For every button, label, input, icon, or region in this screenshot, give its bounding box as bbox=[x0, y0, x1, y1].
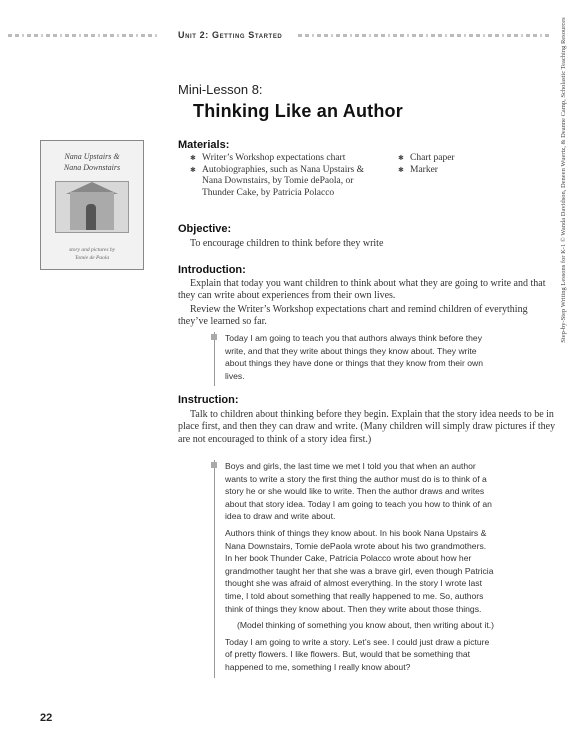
byline-line-1: story and pictures by bbox=[68, 247, 116, 253]
materials-item: ✱ Autobiographies, such as Nana Upstairs & Nana Downstairs, by Tomie dePaola, or Thunder Cake, by Patricia Polacco bbox=[190, 165, 370, 200]
instruction-teacher-script bbox=[214, 460, 495, 678]
materials-list-right bbox=[398, 153, 498, 176]
child-figure bbox=[86, 204, 96, 230]
introduction-paragraph-1: Explain that today you want children to think about what they are going to write and that they can write about experiences from their own lives. bbox=[178, 278, 546, 302]
lesson-title: Thinking Like an Author bbox=[193, 101, 403, 121]
instruction-paragraph-1: Talk to children about thinking before they begin. Explain that the story idea needs to be in place first, and then they can draw and write. (Many children will simply draw pictures if they are not encouraged to think of a story idea first.) bbox=[178, 409, 556, 445]
objective-text: To encourage children to think before they write bbox=[190, 238, 384, 249]
lesson-label: Mini-Lesson 8: bbox=[178, 82, 263, 97]
unit-title: Unit 2: Getting Started bbox=[178, 30, 283, 40]
book-title-line-1: Nana Upstairs & bbox=[64, 152, 120, 161]
instruction-heading: Instruction: bbox=[178, 394, 239, 406]
introduction-heading: Introduction: bbox=[178, 264, 246, 276]
quote-text: Today I am going to teach you that authors always think before they write, and that they write about things they know about. They write about things they have done or things that they know from their own lives. bbox=[225, 333, 483, 381]
materials-item: ✱ Marker bbox=[398, 165, 498, 177]
book-cover-byline bbox=[45, 246, 139, 262]
quote-paragraph-1: Boys and girls, the last time we met I told you that when an author wants to write a story the first thing the author must do is to think of a story he or she would like to write. Then the author draws and writes about that story idea. Today I am going to teach you how to think of an idea to draw and write about. bbox=[225, 461, 492, 522]
header-dots-left bbox=[8, 34, 168, 38]
quote-model-note: (Model thinking of something you know about, then writing about it.) bbox=[237, 620, 495, 631]
objective-heading: Objective: bbox=[178, 223, 232, 235]
introduction-paragraph-2: Review the Writer’s Workshop expectations chart and remind children of everything they’ve learned so far. bbox=[178, 304, 528, 328]
book-cover-title bbox=[45, 151, 139, 173]
byline-line-2: Tomie de Paola bbox=[74, 255, 110, 261]
materials-list-left bbox=[190, 153, 370, 199]
materials-heading: Materials: bbox=[178, 139, 230, 151]
quote-paragraph-2: Authors think of things they know about. In his book Nana Upstairs & Nana Downstairs, Tomie dePaola wrote about his two grandmothers. In her book Thunder Cake, Patricia Polacco wrote about how her grandmother taught her that she was a brave girl, even though Patricia thought she was afraid of almost everything. In the story I wrote last time, I told about something that really happened to me. So, authors think of things they know about. Then they write about those things. bbox=[225, 527, 494, 614]
introduction-teacher-script bbox=[214, 332, 491, 386]
copyright-credit: Step-by-Step Writing Lessons for K-1 © Wanda Davidson, Deneen Wuertz, & Deanne Camp, Scholastic Teaching Resources bbox=[560, 17, 567, 343]
quote-bullet-icon bbox=[211, 462, 217, 468]
book-cover-illustration bbox=[55, 181, 129, 233]
page-number: 22 bbox=[40, 712, 53, 724]
materials-item: ✱ Writer’s Workshop expectations chart bbox=[190, 153, 370, 165]
book-title-line-2: Nana Downstairs bbox=[63, 163, 121, 172]
book-cover-image bbox=[40, 140, 144, 270]
materials-item: ✱ Chart paper bbox=[398, 153, 498, 165]
quote-bullet-icon bbox=[211, 334, 217, 340]
quote-paragraph-3: Today I am going to write a story. Let’s see. I could just draw a picture of pretty flowers. I like flowers. But, would that be something that happened to me, something I really know about? bbox=[225, 636, 490, 672]
header-dots-right bbox=[298, 34, 582, 38]
page-header bbox=[0, 30, 588, 42]
